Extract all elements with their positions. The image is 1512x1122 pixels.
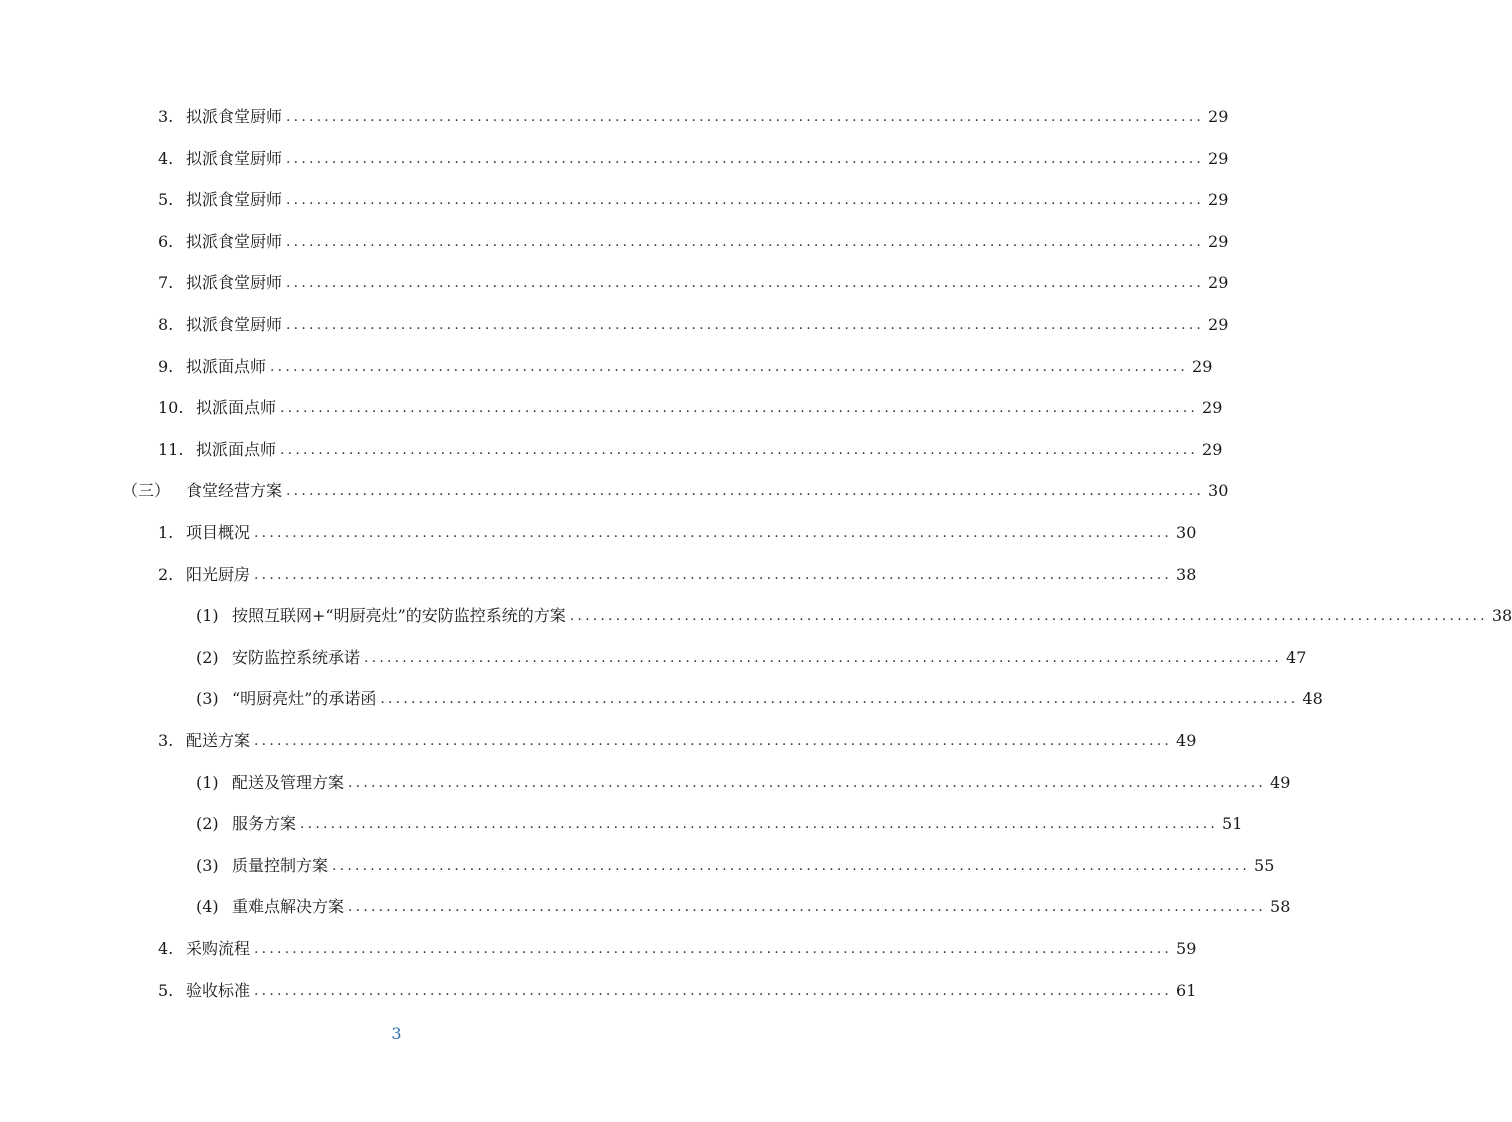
toc-entry-page: 29 [1202,398,1223,418]
toc-dot-leader: ........................................................................................................................ [254,566,1173,583]
toc-entry[interactable] [196,811,1243,837]
toc-dot-leader: ........................................................................................................................ [270,358,1189,375]
toc-entry-title: 拟派食堂厨师 [186,148,283,168]
toc-entry[interactable] [158,978,1197,1004]
toc-entry-page: 29 [1208,231,1229,251]
toc-entry-page: 49 [1270,772,1291,792]
toc-entry-page: 29 [1192,356,1213,376]
toc-entry-number: 5. [158,980,174,1000]
toc-entry-number: 8. [158,315,174,334]
toc-entry-page: 55 [1254,855,1275,875]
toc-entry-title: “明厨亮灶”的承诺函 [232,689,377,709]
toc-entry-number: (1) [196,772,219,792]
toc-entry-title: 采购流程 [186,939,251,958]
toc-dot-leader: ........................................................................................................................ [280,400,1199,417]
toc-dot-leader: ........................................................................................................................ [348,774,1267,791]
toc-dot-leader: ........................................................................................................................ [569,608,1488,625]
toc-entry-title: 拟派面点师 [196,398,277,418]
toc-entry[interactable] [196,770,1291,796]
toc-entry-page: 38 [1491,606,1512,626]
toc-entry-title: 验收标准 [186,980,251,1000]
toc-entry-number: 2. [158,564,174,584]
toc-dot-leader: ........................................................................................................................ [332,857,1251,874]
toc-entry[interactable] [196,686,1323,712]
toc-dot-leader: ........................................................................................................................ [300,816,1219,833]
toc-entry[interactable] [158,104,1229,130]
toc-entry-page: 48 [1302,689,1323,709]
toc-dot-leader: ........................................................................................................................ [254,941,1173,957]
toc-entry[interactable] [158,395,1223,421]
toc-entry-title: 拟派食堂厨师 [186,190,283,210]
toc-entry[interactable] [158,354,1213,380]
toc-entry-page: 58 [1270,897,1291,917]
toc-entry[interactable] [196,894,1291,920]
toc-entry-title: 按照互联网+“明厨亮灶”的安防监控系统的方案 [232,606,566,626]
toc-entry-page: 38 [1176,564,1197,584]
toc-entry-page: 29 [1208,148,1229,168]
toc-entry[interactable] [158,437,1223,463]
toc-dot-leader: ........................................................................................................................ [364,649,1283,666]
toc-entry-number: (2) [196,814,219,834]
toc-entry-title: 拟派食堂厨师 [186,315,283,334]
toc-entry-page: 29 [1208,315,1229,334]
toc-entry-number: 9. [158,356,174,376]
toc-entry[interactable] [158,146,1229,172]
toc-entry-number: 5. [158,190,174,210]
toc-dot-leader: ........................................................................................................................ [286,317,1205,333]
toc-entry[interactable] [196,853,1275,879]
toc-entry[interactable] [158,312,1229,338]
toc-entry-number: 4. [158,148,174,168]
toc-entry-number: (2) [196,647,219,667]
toc-entry-title: 配送方案 [186,731,251,750]
toc-entry[interactable] [122,478,1229,504]
toc-entry[interactable] [196,645,1307,671]
toc-entry[interactable] [158,187,1229,213]
toc-dot-leader: ........................................................................................................................ [286,483,1205,500]
toc-entry-title: 拟派面点师 [186,356,267,376]
toc-entry-number: (3) [196,855,219,875]
toc-entry[interactable] [158,229,1229,255]
toc-dot-leader: ........................................................................................................................ [348,899,1267,916]
toc-entry[interactable] [158,520,1197,546]
toc-dot-leader: ........................................................................................................................ [254,525,1173,541]
toc-entry-number: （三） [122,481,171,501]
toc-entry-title: 食堂经营方案 [186,481,283,501]
toc-entry-title: 服务方案 [232,814,297,834]
toc-dot-leader: ........................................................................................................................ [286,109,1205,125]
toc-entry-number: 11. [158,439,184,459]
toc-entry-page: 29 [1208,273,1229,293]
toc-dot-leader: ........................................................................................................................ [254,982,1173,999]
toc-entry-page: 29 [1208,107,1229,126]
toc-dot-leader: ........................................................................................................................ [286,275,1205,292]
toc-entry[interactable] [158,936,1197,962]
toc-entry-page: 59 [1176,939,1197,958]
toc-entry[interactable] [158,270,1229,296]
toc-entry[interactable] [196,603,1512,629]
toc-entry-title: 拟派食堂厨师 [186,107,283,126]
toc-entry-number: 6. [158,231,174,251]
toc-entry-page: 51 [1222,814,1243,834]
toc-dot-leader: ........................................................................................................................ [286,233,1205,250]
toc-entry-title: 质量控制方案 [232,855,329,875]
toc-entry-page: 47 [1286,647,1307,667]
toc-entry-title: 拟派食堂厨师 [186,273,283,293]
toc-entry-page: 30 [1208,481,1229,501]
toc-dot-leader: ........................................................................................................................ [254,733,1173,749]
toc-entry-title: 拟派食堂厨师 [186,231,283,251]
toc-entry-page: 30 [1176,523,1197,542]
toc-dot-leader: ........................................................................................................................ [380,691,1299,708]
toc-entry-page: 29 [1208,190,1229,210]
toc-dot-leader: ........................................................................................................................ [280,441,1199,458]
toc-entry-number: 10. [158,398,184,418]
toc-entry-number: (3) [196,689,219,709]
toc-entry-number: 7. [158,273,174,293]
toc-entry-title: 拟派面点师 [196,439,277,459]
toc-entry-title: 项目概况 [186,523,251,542]
toc-entry-number: 3. [158,107,174,126]
toc-entry-page: 49 [1176,731,1197,750]
toc-entry-page: 29 [1202,439,1223,459]
toc-entry-title: 阳光厨房 [186,564,251,584]
toc-entry-page: 61 [1176,980,1197,1000]
toc-entry-number: 4. [158,939,174,958]
toc-entry-number: 1. [158,523,174,542]
toc-entry-title: 配送及管理方案 [232,772,345,792]
toc-entry-number: (1) [196,606,219,626]
toc-entry-title: 重难点解决方案 [232,897,345,917]
toc-entry-title: 安防监控系统承诺 [232,647,361,667]
page-number: 3 [391,1024,402,1043]
toc-dot-leader: ........................................................................................................................ [286,192,1205,209]
toc-entry-number: (4) [196,897,219,917]
toc-entry-number: 3. [158,731,174,750]
toc-entry[interactable] [158,562,1197,588]
toc-entry[interactable] [158,728,1197,754]
toc-dot-leader: ........................................................................................................................ [286,150,1205,167]
